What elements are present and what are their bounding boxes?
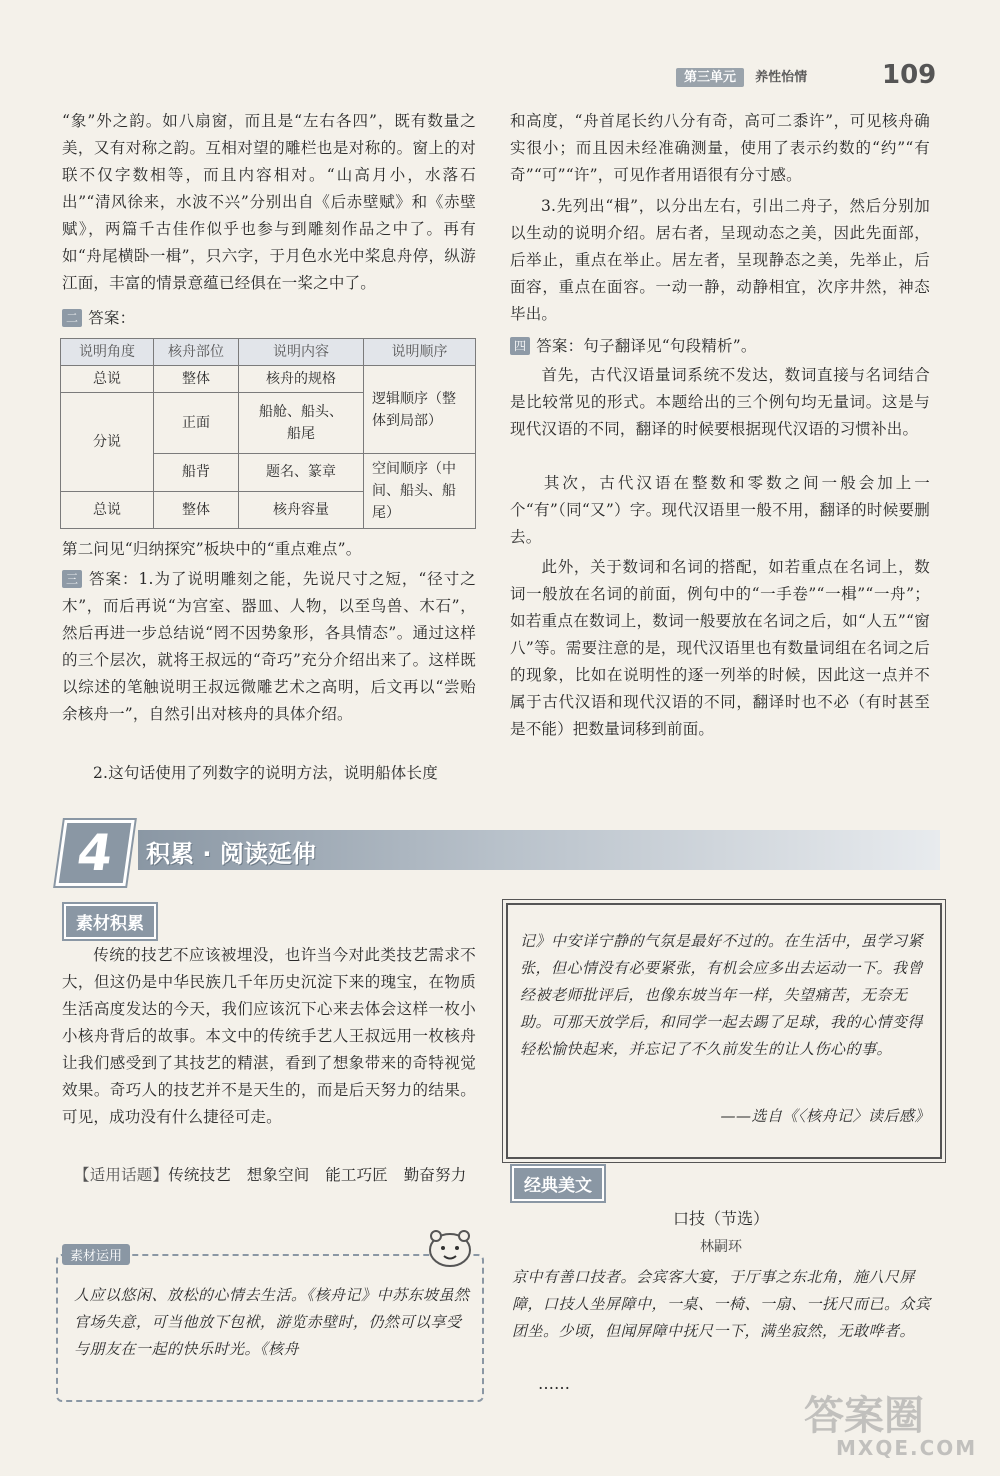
th-content: 说明内容: [239, 339, 364, 366]
topics-line: [62, 1162, 476, 1189]
material-header: [64, 904, 156, 939]
right-item-3: [510, 193, 930, 328]
material-text: [62, 942, 476, 1131]
q4-badge: 四: [510, 337, 530, 355]
cell: 题名、篆章: [239, 454, 364, 492]
explanation-table: [60, 338, 476, 529]
material-use-label: 素材运用: [62, 1244, 130, 1265]
right-para-a: [510, 362, 930, 443]
material-use-text: [74, 1282, 470, 1363]
table-row: [61, 366, 476, 393]
right-para-b: [510, 470, 930, 551]
th-order: 说明顺序: [364, 339, 476, 366]
unit-subtitle: 养性怡情: [755, 70, 808, 85]
cell: 正面: [154, 393, 239, 454]
classic-header: [512, 1166, 604, 1201]
cell: 核舟的规格: [239, 366, 364, 393]
section-number: 4: [55, 820, 134, 886]
q4-line: [510, 333, 930, 360]
cell: 整体: [154, 366, 239, 393]
q2-line: [62, 305, 476, 332]
watermark-logo: 答案圈: [804, 1393, 924, 1439]
q3-item-2-text: 2.这句话使用了列数字的说明方法，说明船体长度: [93, 764, 438, 782]
watermark-url: MXQE.COM: [836, 1436, 978, 1460]
cell: 核舟容量: [239, 491, 364, 529]
right-para-b-text: 其次，古代汉语在整数和零数之间一般会加上一个“有”（同“又”）字。现代汉语里一般不用，翻译的时候要删去。: [510, 474, 930, 546]
classic-header-label: 经典美文: [512, 1166, 604, 1201]
material-header-label: 素材积累: [64, 904, 156, 939]
q3-answer: [62, 566, 476, 728]
classic-text: [512, 1264, 932, 1345]
q4-label: 答案：句子翻译见“句段精析”。: [536, 337, 757, 355]
cell-order-space: 空间顺序（中间、船头、船尾）: [364, 454, 476, 529]
section-4-banner: [60, 820, 940, 880]
q2-label: 答案：: [88, 309, 136, 327]
quote-source: ——选自《〈核舟记〉读后感》: [720, 1107, 930, 1125]
left-para-1: “象”外之韵。如八扇窗，而且是“左右各四”，既有数量之美，又有对称之韵。互相对望的雕栏也是对称的。窗上的对联不仅字数相等，而且内容相对。“山高月小，水落石出”“清风徐来，水波不兴”分别出自《后赤壁赋》和《赤壁赋》，两篇千古佳作似乎也参与到雕刻作品之中了。再有如“舟尾横卧一楫”，只六字，于月色水光中桨息舟停，纵游江面，丰富的情景意蕴已经俱在一桨之中了。: [62, 112, 476, 292]
cell-order-logic: 逻辑顺序（整体到局部）: [364, 366, 476, 454]
classic-author: 林嗣环: [700, 1239, 742, 1255]
right-item-3-text: 3.先列出“楫”，以分出左右，引出二舟子，然后分别加以生动的说明介绍。居右者，呈现动态之美，因此先面部，后举止，重点在举止。居左者，呈现静态之美，先举止，后面容，重点在面容。一动一静，动静相宜，次序井然，神态毕出。: [510, 197, 930, 323]
page-number: 109: [882, 60, 937, 90]
cell: 船背: [154, 454, 239, 492]
quote-text: 记》中安详宁静的气氛是最好不过的。在生活中，虽学习紧张，但心情没有必要紧张，有机会应多出去运动一下。我曾经被老师批评后，也像东坡当年一样，失望痛苦，无奈无助。可那天放学后，和同学一起去踢了足球，我的心情变得轻松愉快起来，并忘记了不久前发生的让人伤心的事。: [520, 932, 924, 1058]
right-para-c: [510, 554, 930, 743]
q2-badge: 二: [62, 309, 82, 327]
cell: 船舱、船头、船尾: [239, 393, 364, 454]
right-para-a-text: 首先，古代汉语量词系统不发达，数词直接与名词结合是比较常见的形式。本题给出的三个例句均无量词。这是与现代汉语的不同，翻译的时候要根据现代汉语的习惯补出。: [510, 366, 930, 438]
material-text-body: 传统的技艺不应该被埋没，也许当今对此类技艺需求不大，但这仍是中华民族几千年历史沉淀下来的瑰宝，在物质生活高度发达的今天，我们应该沉下心来去体会这样一枚小小核舟背后的故事。本文中的传统手艺人王叔远用一枚核舟让我们感受到了其技艺的精湛，看到了想象带来的奇特视觉效果。奇巧人的技艺并不是天生的，而是后天努力的结果。可见，成功没有什么捷径可走。: [62, 946, 476, 1126]
th-part: 核舟部位: [154, 339, 239, 366]
classic-ellipsis: ……: [538, 1374, 570, 1393]
th-angle: 说明角度: [61, 339, 154, 366]
cell: 分说: [61, 393, 154, 492]
right-para-1: 和高度，“舟首尾长约八分有奇，高可二黍许”，可见核舟确实很小；而且因未经准确测量，使用了表示约数的“约”“有奇”“可”“许”，可见作者用语很有分寸感。: [510, 112, 930, 184]
unit-tag: 第三单元: [676, 68, 744, 87]
cell: 总说: [61, 491, 154, 529]
classic-text-body: 京中有善口技者。会宾客大宴，于厅事之东北角，施八尺屏障，口技人坐屏障中，一桌、一椅、一扇、一抚尺而已。众宾团坐。少顷，但闻屏障中抚尺一下，满坐寂然，无敢哗者。: [512, 1268, 931, 1340]
cell: 整体: [154, 491, 239, 529]
classic-title: 口技（节选）: [672, 1209, 769, 1228]
after-table-note: 第二问见“归纳探究”板块中的“重点难点”。: [62, 540, 362, 558]
topics-label: 【适用话题】: [74, 1166, 169, 1184]
cell: 总说: [61, 366, 154, 393]
q3-item-2: [62, 760, 476, 787]
header: [676, 66, 807, 85]
material-use-text-body: 人应以悠闲、放松的心情去生活。《核舟记》中苏东坡虽然官场失意，可当他放下包袱，游览赤壁时，仍然可以享受与朋友在一起的快乐时光。《核舟: [74, 1286, 470, 1358]
cartoon-face-icon: [426, 1228, 474, 1268]
topics-text: 传统技艺 想象空间 能工巧匠 勤奋努力: [168, 1166, 467, 1184]
right-para-c-text: 此外，关于数词和名词的搭配，如若重点在名词上，数词一般放在名词的前面，例句中的“一手卷”“一楫”“一舟”；如若重点在数词上，数词一般要放在名词之后，如“人五”“窗八”等。需要注意的是，现代汉语里也有数量词组在名词之后的现象，比如在说明性的逐一列举的时候，因此这一点并不属于古代汉语和现代汉语的不同，翻译时也不必（有时甚至是不能）把数量词移到前面。: [510, 558, 930, 738]
section-title: 积累 · 阅读延伸: [146, 840, 316, 868]
table-header-row: [61, 339, 476, 366]
q3-text: 答案：1.为了说明雕刻之能，先说尺寸之短，“径寸之木”，而后再说“为宫室、器皿、人物，以至鸟兽、木石”，然后再进一步总结说“罔不因势象形，各具情态”。通过这样的三个层次，就将王叔远的“奇巧”充分介绍出来了。这样既以综述的笔触说明王叔远微雕艺术之高明，后文再以“尝贻余核舟一”，自然引出对核舟的具体介绍。: [62, 570, 476, 723]
q3-badge: 三: [62, 570, 82, 588]
